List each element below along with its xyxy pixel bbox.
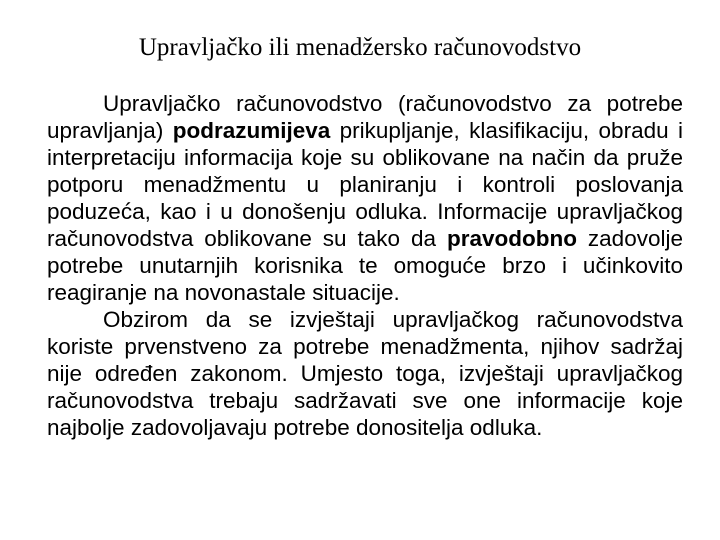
paragraph-2	[47, 306, 683, 441]
slide-title: Upravljačko ili menadžersko računovodstvo	[138, 34, 582, 61]
paragraph-1-bold-podrazumijeva: podrazumijeva	[172, 118, 331, 143]
paragraph-1-text-3: zadovolje potrebe unutarnjih korisnika te omoguće brzo i učinkovito reagiranje na novonastale situacije.	[47, 226, 683, 305]
paragraph-1	[47, 90, 683, 306]
slide-body	[47, 90, 683, 441]
paragraph-2-text-1: Obzirom da se izvještaji upravljačkog računovodstva koriste prvenstveno za potrebe menadžmenta, njihov sadržaj nije određen zakonom. Umjesto toga, izvještaji upravljačkog računovodstva trebaju sadržavati sve one informacije koje najbolje zadovoljavaju potrebe donositelja odluka.	[47, 307, 683, 440]
paragraph-1-bold-pravodobno: pravodobno	[446, 226, 577, 251]
paragraph-1-text-1: Upravljačko računovodstvo (računovodstvo za potrebe upravljanja)	[47, 91, 683, 143]
paragraph-1-text-2: prikupljanje, klasifikaciju, obradu i interpretaciju informacija koje su oblikovane na način da pruže potporu menadžmentu u planiranju i kontroli poslovanja poduzeća, kao i u donošenju odluka. Informacije upravljačkog računovodstva oblikovane su tako da	[47, 118, 683, 251]
